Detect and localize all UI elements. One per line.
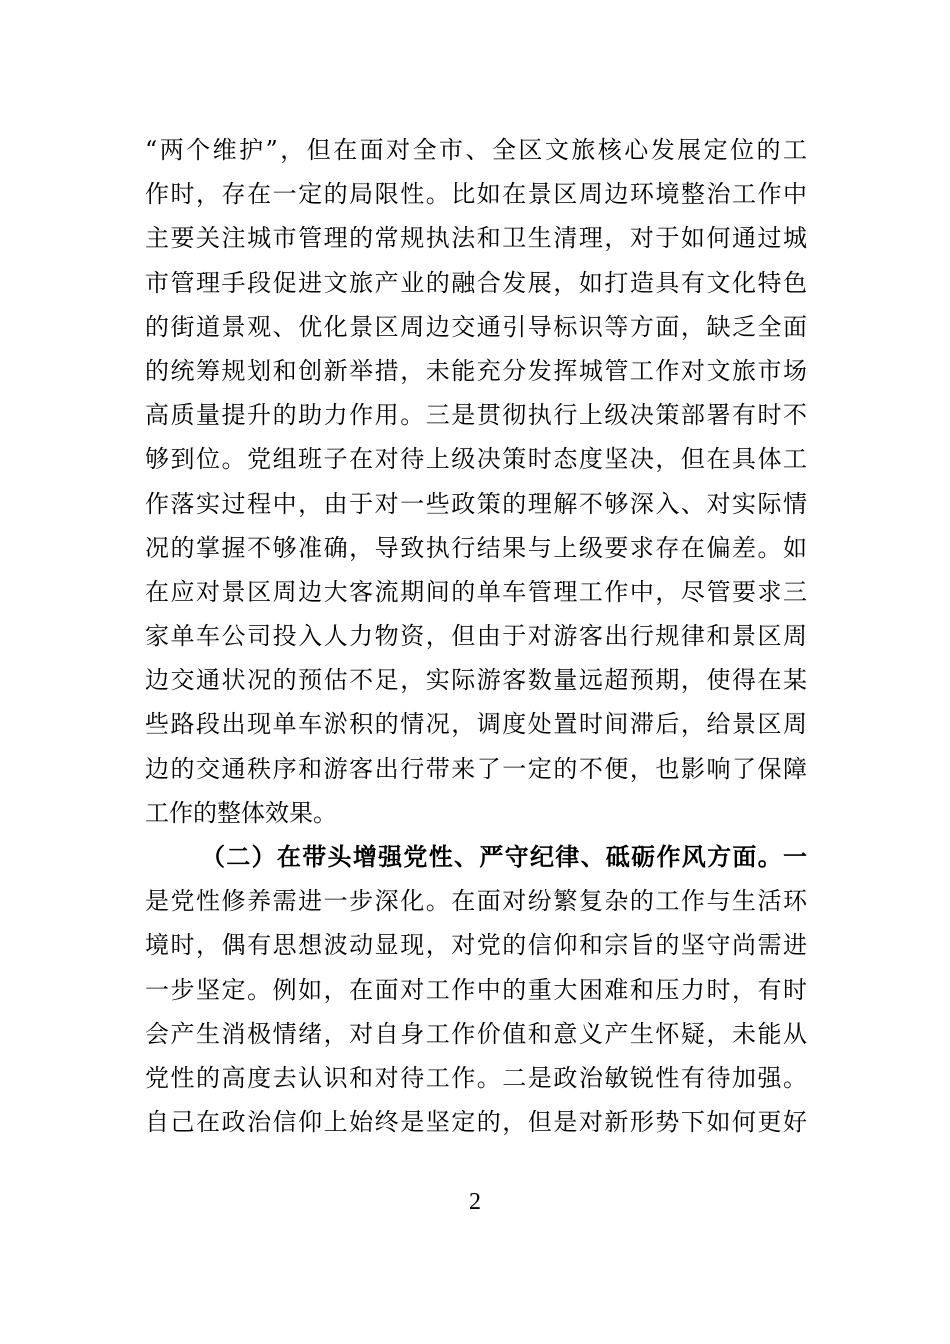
text-line: 会产生消极情绪，对自身工作价值和意义产生怀疑，未能从 bbox=[145, 1019, 807, 1048]
text-line: 党性的高度去认识和对待工作。二是政治敏锐性有待加强。 bbox=[145, 1063, 807, 1092]
body-text bbox=[145, 128, 807, 1144]
page-number: 2 bbox=[469, 1189, 481, 1215]
text-line: 的街道景观、优化景区周边交通引导标识等方面，缺乏全面 bbox=[145, 312, 807, 341]
text-line: 自己在政治信仰上始终是坚定的，但是对新形势下如何更好 bbox=[145, 1108, 807, 1137]
text-line: 境时，偶有思想波动显现，对党的信仰和宗旨的坚守尚需进 bbox=[145, 931, 807, 960]
text-line: 市管理手段促进文旅产业的融合发展，如打造具有文化特色 bbox=[145, 268, 807, 297]
section-heading-line: （二）在带头增强党性、严守纪律、砥砺作风方面。一 bbox=[201, 842, 807, 871]
text-line: 家单车公司投入人力物资，但由于对游客出行规律和景区周 bbox=[145, 622, 807, 651]
text-line: 作时，存在一定的局限性。比如在景区周边环境整治工作中 bbox=[145, 180, 807, 209]
text-line: 况的掌握不够准确，导致执行结果与上级要求存在偏差。如 bbox=[145, 533, 807, 562]
text-line: 边交通状况的预估不足，实际游客数量远超预期，使得在某 bbox=[145, 666, 807, 695]
text-line: 的统筹规划和创新举措，未能充分发挥城管工作对文旅市场 bbox=[145, 356, 807, 385]
text-line: 主要关注城市管理的常规执法和卫生清理，对于如何通过城 bbox=[145, 224, 807, 253]
text-line: 在应对景区周边大客流期间的单车管理工作中，尽管要求三 bbox=[145, 577, 807, 606]
text-line: 够到位。党组班子在对待上级决策时态度坚决，但在具体工 bbox=[145, 445, 807, 474]
text-line: 边的交通秩序和游客出行带来了一定的不便，也影响了保障 bbox=[145, 754, 807, 783]
text-line: 是党性修养需进一步深化。在面对纷繁复杂的工作与生活环 bbox=[145, 887, 807, 916]
text-line: 些路段出现单车淤积的情况，调度处置时间滞后，给景区周 bbox=[145, 710, 807, 739]
text-line: 高质量提升的助力作用。三是贯彻执行上级决策部署有时不 bbox=[145, 401, 807, 430]
text-line: “两个维护”，但在面对全市、全区文旅核心发展定位的工 bbox=[145, 136, 807, 164]
text-line: 一步坚定。例如，在面对工作中的重大困难和压力时，有时 bbox=[145, 975, 807, 1004]
text-line: 工作的整体效果。 bbox=[145, 798, 337, 827]
text-line: 作落实过程中，由于对一些政策的理解不够深入、对实际情 bbox=[145, 489, 807, 518]
